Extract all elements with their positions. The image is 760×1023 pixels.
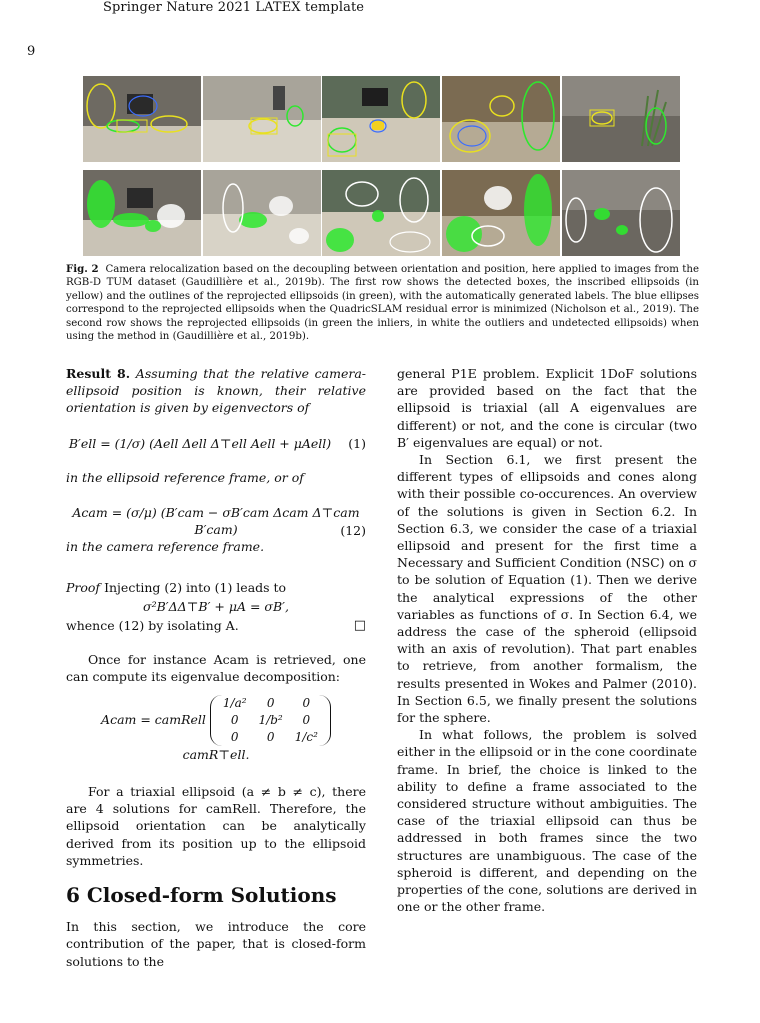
proof-conclusion: whence (12) by isolating A. bbox=[66, 618, 239, 634]
section-intro: In this section, we introduce the core contribution of the paper, that is closed-form solutions to the bbox=[66, 919, 366, 969]
figure-photo-r2c5 bbox=[562, 170, 680, 256]
eigen-decomposition bbox=[66, 695, 366, 775]
figure-photo-r1c5 bbox=[562, 76, 680, 162]
ellipsoid-frame-text: in the ellipsoid reference frame, or of bbox=[66, 469, 304, 485]
matrix-lhs: Acam = camRell bbox=[101, 712, 206, 728]
left-column bbox=[66, 365, 366, 970]
matrix-cell: 0 bbox=[230, 730, 239, 745]
figure-photo-r2c3 bbox=[322, 170, 440, 256]
matrix-cell: 0 bbox=[266, 730, 275, 745]
figure-caption bbox=[66, 263, 699, 343]
figure-caption-label: Fig. 2 bbox=[66, 263, 99, 275]
matrix-cell: 1/b² bbox=[258, 713, 283, 728]
matrix-cell: 0 bbox=[302, 696, 311, 711]
equation-12-body: Acam = (σ/μ) (B′cam − σB′cam Δcam Δ⊤cam B′cam) bbox=[72, 504, 360, 538]
proof-label: Proof bbox=[66, 580, 101, 596]
equation-1-number: (1) bbox=[348, 435, 366, 451]
figure-photo-r1c4 bbox=[442, 76, 560, 162]
result-statement: Assuming that the relative camera-ellipsoid position is known, their relative orientation is given by eigenvectors of bbox=[66, 366, 367, 416]
figure-photo-r2c1 bbox=[83, 170, 201, 256]
matrix-cell: 1/c² bbox=[294, 730, 318, 745]
eigen-paragraph: Once for instance Acam is retrieved, one can compute its eigenvalue decomposition: bbox=[66, 651, 366, 684]
figure-photo-r1c3 bbox=[322, 76, 440, 162]
equation-1-body: B′ell = (1/σ) (Aell Δell Δ⊤ell Aell + μAell) bbox=[68, 435, 332, 451]
matrix-cell: 1/a² bbox=[222, 696, 247, 711]
figure-photo-r2c4 bbox=[442, 170, 560, 256]
right-paragraph-1: general P1E problem. Explicit 1DoF solutions are provided based on the fact that the ellipsoid is triaxial (all A eigenvalues are different) or not, and the cone is circular (two B′ eigenvalues are equal) or not. bbox=[397, 366, 697, 450]
page-number: 9 bbox=[27, 44, 36, 59]
matrix-cell: 0 bbox=[266, 696, 275, 711]
matrix-cell: 0 bbox=[230, 713, 239, 728]
triaxial-paragraph: For a triaxial ellipsoid (a ≠ b ≠ c), there are 4 solutions for camRell. Therefore, the ellipsoid orientation can be analytically derived from its position up to the ellipsoid symmetries. bbox=[66, 784, 366, 868]
running-header: Springer Nature 2021 LATEX template bbox=[103, 0, 365, 15]
right-column bbox=[397, 365, 697, 916]
figure-photo-r1c2 bbox=[203, 76, 321, 162]
result-label: Result 8. bbox=[66, 366, 131, 381]
diagonal-matrix bbox=[210, 695, 331, 746]
matrix-rhs: camR⊤ell. bbox=[182, 747, 250, 763]
equation-1 bbox=[66, 429, 366, 463]
qed-symbol: □ bbox=[353, 618, 366, 634]
right-paragraph-2: In Section 6.1, we first present the different types of ellipsoids and cones along with their possible co-occurences. An overview of the solutions is given in Section 6.2. In Section 6.3, we consider the case of a triaxial ellipsoid and present for the first time a Necessary and Sufficient Condition (NSC) on σ to be solution of Equation (1). Then we derive the analytical expressions of the other variables as functions of σ. In Section 6.4, we address the case of the spheroid (ellipsoid with an axis of revolution). That part enables to retrieve, from another formalism, the results presented in Wokes and Palmer (2010). In Section 6.5, we finally present the solutions for the sphere. bbox=[397, 452, 697, 726]
figure-photo-r2c2 bbox=[203, 170, 321, 256]
figure-caption-text: Camera relocalization based on the decoupling between orientation and position, here applied to images from the RGB-D TUM dataset (Gaudillière et al., 2019b). The first row shows the detected boxes, the inscribed ellipsoids (in yellow) and the outlines of the reprojected ellipsoids (in green), with the automatically generated labels. The blue ellipses correspond to the reprojected ellipsoids when the QuadricSLAM residual error is minimized (Nicholson et al., 2019). The second row shows the reprojected ellipsoids (in green the inliers, in white the outliers and undetected ellipsoids) when using the method in (Gaudillière et al., 2019b). bbox=[66, 264, 699, 343]
right-paragraph-3: In what follows, the problem is solved either in the ellipsoid or in the cone coordinate frame. In brief, the choice is linked to the ability to define a frame associated to the considered structure without ambiguities. The case of the triaxial ellipsoid can thus be addressed in both frames since the two structures are unambiguous. The case of the spheroid is different, and depending on the properties of the cone, solutions are derived in one or the other frame. bbox=[397, 727, 697, 915]
proof-text: Injecting (2) into (1) leads to bbox=[104, 580, 287, 596]
section-title: 6 Closed-form Solutions bbox=[66, 883, 337, 908]
camera-frame-text: in the camera reference frame. bbox=[66, 538, 265, 554]
equation-12 bbox=[66, 498, 366, 538]
equation-12-number: (12) bbox=[340, 522, 366, 538]
proof-equation: σ²B′ΔΔ⊤B′ + μA = σB′, bbox=[143, 599, 289, 615]
matrix-cell: 0 bbox=[302, 713, 311, 728]
figure-photo-r1c1 bbox=[83, 76, 201, 162]
